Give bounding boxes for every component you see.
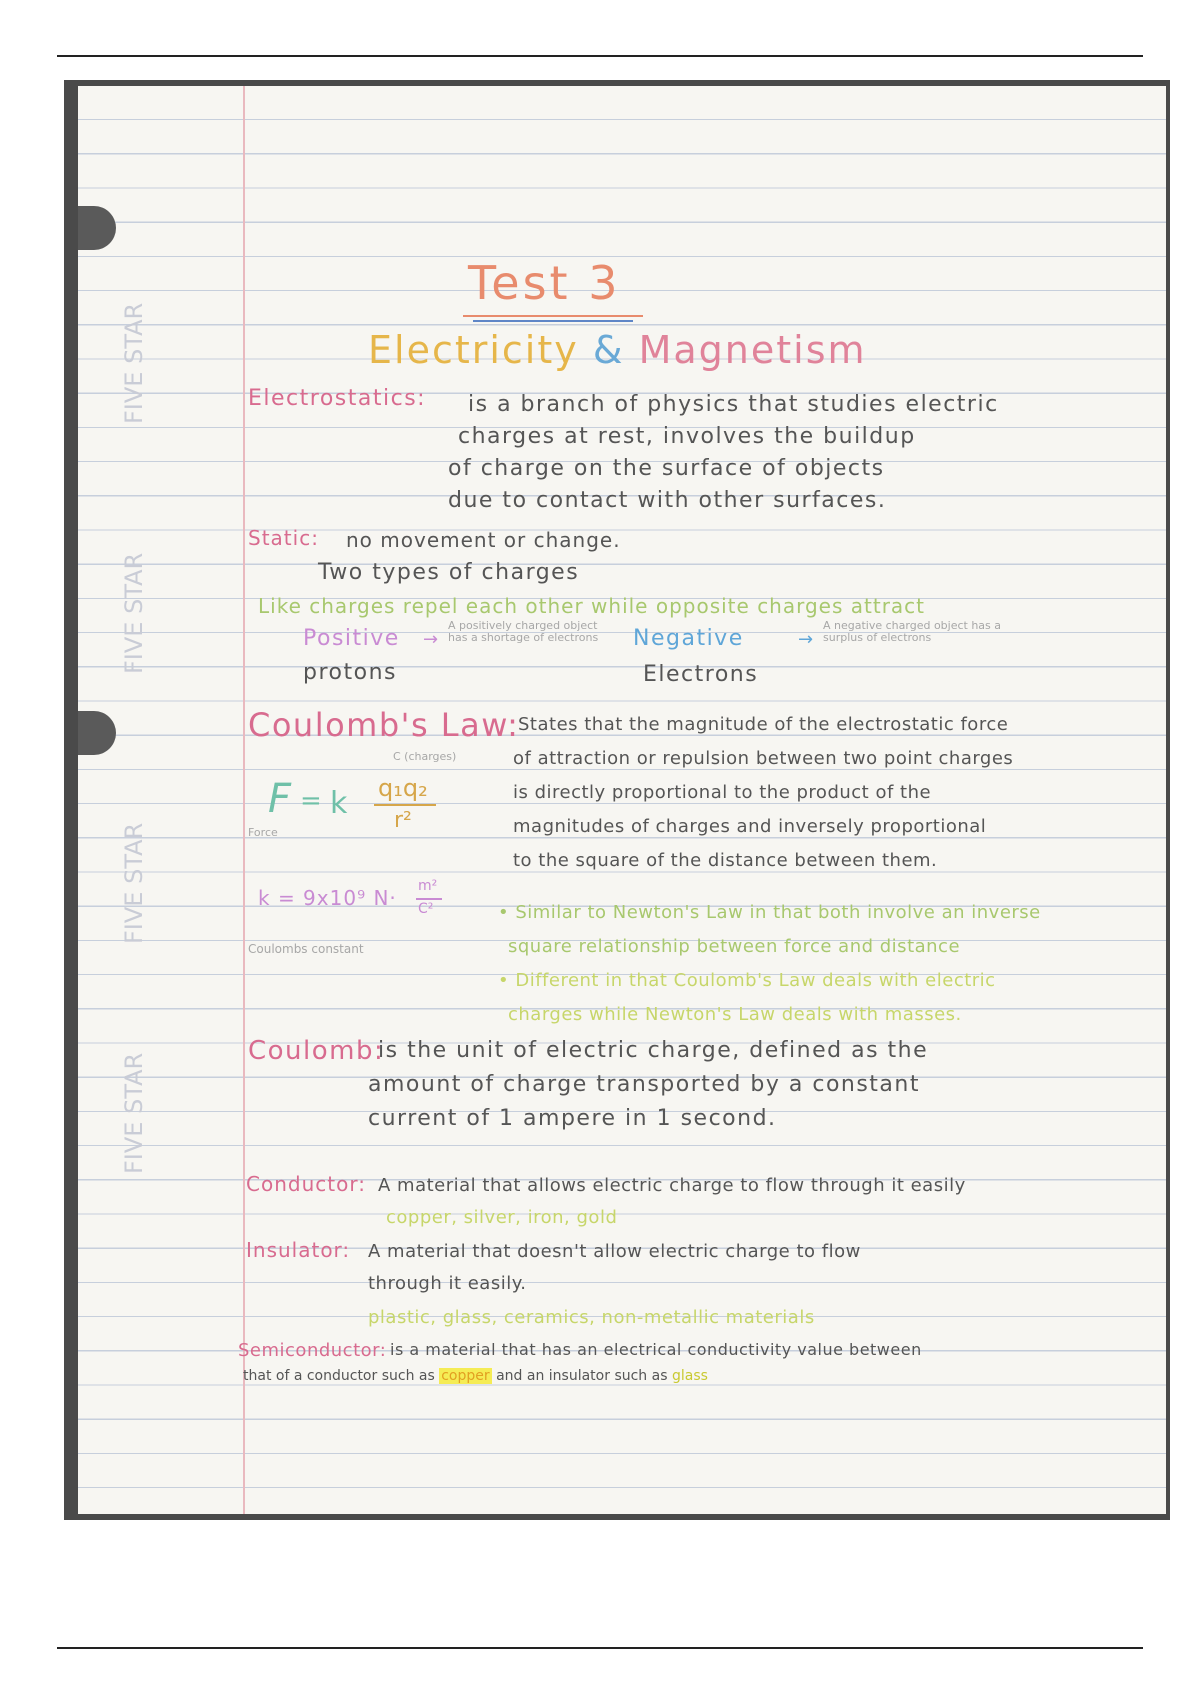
page-subtitle — [368, 328, 867, 372]
coulombs-law-line: of attraction or repulsion between two point charges — [513, 748, 1014, 769]
similar-note: square relationship between force and distance — [508, 936, 961, 957]
coulombs-law-line: States that the magnitude of the electrostatic force — [518, 714, 1009, 735]
negative-label: Negative — [633, 626, 744, 651]
fraction-bar — [374, 804, 436, 806]
brand-watermark — [108, 1026, 158, 1176]
insulator-definition: A material that doesn't allow electric charge to flow — [368, 1241, 861, 1262]
coulombs-law-line: is directly proportional to the product of the — [513, 782, 932, 803]
equals-sign: = — [300, 786, 322, 816]
different-note: charges while Newton's Law deals with masses. — [508, 1004, 962, 1025]
semiconductor-text: and an insulator such as — [496, 1368, 668, 1384]
force-symbol: F — [268, 776, 292, 822]
coulombs-law-line: magnitudes of charges and inversely proportional — [513, 816, 987, 837]
coulomb-line: amount of charge transported by a constant — [368, 1072, 920, 1097]
insulator-examples: plastic, glass, ceramics, non-metallic materials — [368, 1307, 815, 1328]
svg-text:FIVE STAR: FIVE STAR — [120, 552, 148, 674]
static-definition: no movement or change. — [346, 528, 621, 552]
electrostatics-line: due to contact with other surfaces. — [448, 488, 887, 513]
bottom-rule — [57, 1647, 1143, 1649]
subtitle-electricity: Electricity — [368, 328, 579, 372]
constant-k: k — [330, 786, 348, 821]
title-underline — [463, 314, 643, 324]
binder-hole — [78, 711, 116, 755]
svg-text:FIVE STAR: FIVE STAR — [120, 1052, 148, 1174]
semiconductor-definition: is a material that has an electrical conductivity value between — [390, 1340, 922, 1359]
margin-line — [243, 86, 245, 1514]
brand-watermark — [108, 276, 158, 426]
brand-watermark — [108, 796, 158, 946]
conductor-term: Conductor: — [246, 1172, 366, 1196]
semiconductor-continuation — [243, 1368, 708, 1384]
electrostatics-line: charges at rest, involves the buildup — [458, 424, 916, 449]
negative-note: A negative charged object has a surplus of electrons — [823, 619, 1002, 644]
positive-arrow: → — [423, 629, 439, 650]
protons-label: protons — [303, 660, 397, 685]
coulomb-constant: k = 9x10⁹ N· — [258, 886, 397, 910]
scanned-notebook-page — [64, 80, 1170, 1520]
electrons-label: Electrons — [643, 662, 759, 687]
negative-arrow: → — [798, 629, 814, 650]
subtitle-magnetism: Magnetism — [638, 328, 867, 372]
force-annotation: Force — [248, 826, 278, 839]
electrostatics-term: Electrostatics: — [248, 386, 427, 411]
two-types-heading: Two types of charges — [318, 560, 580, 585]
binder-hole — [78, 206, 116, 250]
svg-text:FIVE STAR: FIVE STAR — [120, 302, 148, 424]
formula-numerator: q₁q₂ — [378, 774, 428, 802]
similar-note: • Similar to Newton's Law in that both involve an inverse — [498, 902, 1041, 923]
semiconductor-term: Semiconductor: — [238, 1340, 387, 1361]
highlight-copper: copper — [441, 1368, 490, 1384]
formula-denominator: r² — [394, 808, 412, 833]
positive-note: A positively charged object has a shortage of electrons — [448, 619, 599, 644]
coulombs-law-term: Coulomb's Law: — [248, 706, 520, 744]
page-title: Test 3 — [468, 256, 621, 310]
coulomb-line: is the unit of electric charge, defined as the — [378, 1038, 929, 1063]
like-charges-rule: Like charges repel each other while opposite charges attract — [258, 594, 926, 618]
top-rule — [57, 55, 1143, 57]
different-note: • Different in that Coulomb's Law deals with electric — [498, 970, 996, 991]
coulombs-constant-label: Coulombs constant — [248, 942, 364, 956]
constant-unit-numerator: m² — [418, 878, 438, 894]
coulombs-law-line: to the square of the distance between them. — [513, 850, 938, 871]
semiconductor-text: that of a conductor such as — [243, 1368, 435, 1384]
electrostatics-line: of charge on the surface of objects — [448, 456, 885, 481]
electrostatics-line: is a branch of physics that studies electric — [468, 392, 999, 417]
charges-annotation: C (charges) — [393, 750, 457, 763]
coulomb-line: current of 1 ampere in 1 second. — [368, 1106, 777, 1131]
brand-watermark — [108, 526, 158, 676]
constant-unit-denominator: C² — [418, 901, 434, 917]
coulomb-term: Coulomb: — [248, 1036, 385, 1066]
conductor-definition: A material that allows electric charge to flow through it easily — [378, 1175, 966, 1196]
insulator-definition: through it easily. — [368, 1273, 527, 1294]
highlight-glass: glass — [671, 1368, 708, 1384]
positive-label: Positive — [303, 626, 400, 651]
notebook-paper — [78, 86, 1166, 1514]
conductor-examples: copper, silver, iron, gold — [386, 1207, 618, 1228]
svg-text:FIVE STAR: FIVE STAR — [120, 822, 148, 944]
subtitle-ampersand: & — [592, 328, 625, 372]
unit-fraction-bar — [416, 898, 442, 900]
static-term: Static: — [248, 526, 319, 550]
insulator-term: Insulator: — [246, 1238, 351, 1262]
